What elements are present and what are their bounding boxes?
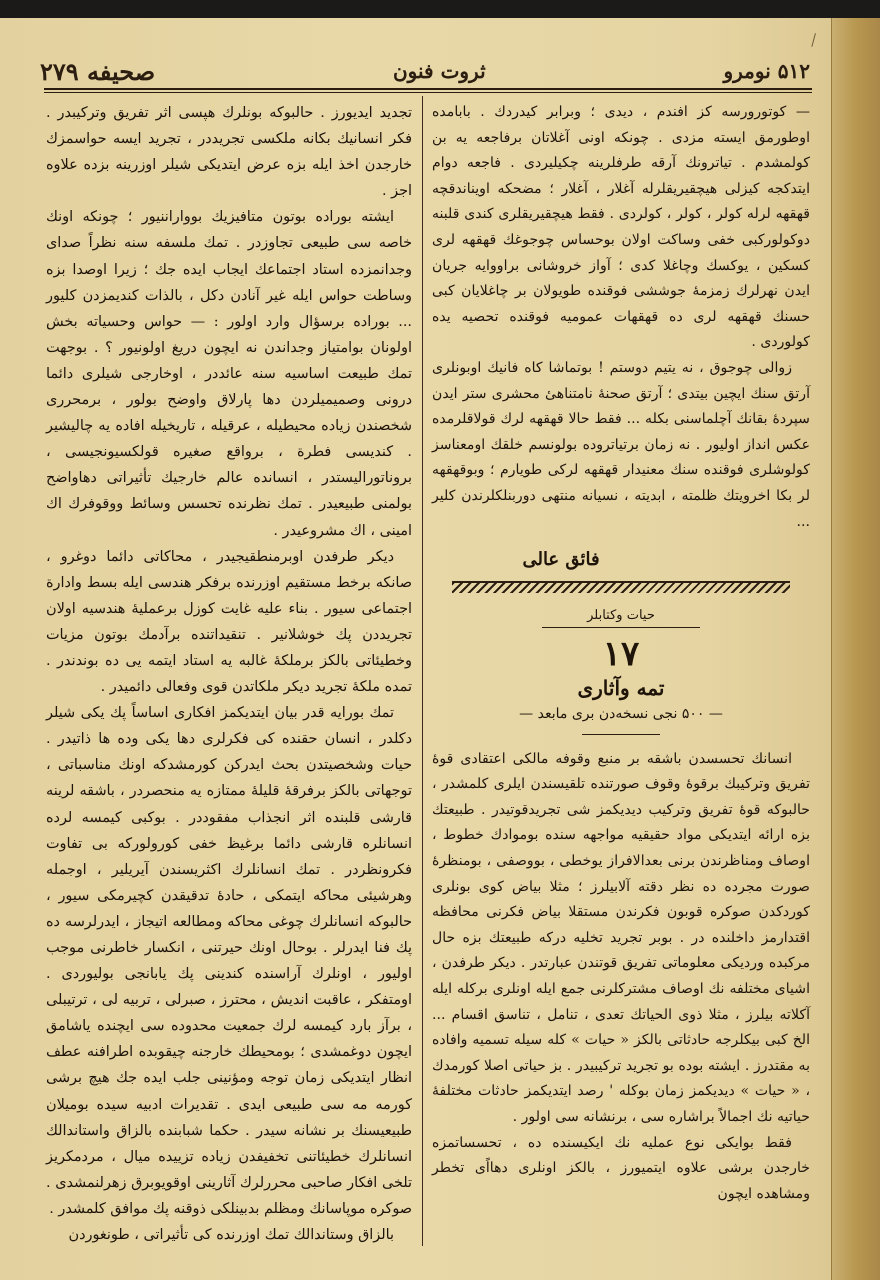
- article-paragraph: ایشته بوراده بوتون متافیزیك بوواراننیور ؛ چونکه اونك خاصه سی طبیعی تجاوزدر . تمك ملسفه سنه نظراً صدای وجدانمزده استاد اجتماعك ایجاب ایده جك ؛ زیرا اوصدا بزه وساطت حواس ایله غیر آنادن دکل ، بالذات کندیمزدن کلیور ... بوراده برسؤال وارد اولور : — حواس وحسیاته بخش اولونان بوامتیاز وجداندن نه ایچون دریغ اولونیور ؟ . بوجهت تمك طبیعت اساسیه سنه عائددر ، اوخارجی شیلری دائما درونی وصمیمیلردن دها پارلاق واوضح بولور ، برمحرری شخصندن زیاده محیطیله ، عرقیله ، تاریخیله افاده یه چالیشیر . کندیسی فطرة ، برواقع صغیره قولکسیونجیسی ، بروناتورالیستدر ، انسانده عالم خارجیك تأثیراتی دهاواضح بولمنی طبیعیدر . تمك نظرنده تحسس وسائط ووقوفرك اك امینی ، اك مشروعیدر .: [46, 209, 412, 539]
- header-rule-thin: [44, 92, 812, 93]
- article-title: تمه وآثاری: [577, 675, 665, 700]
- author-signature: فائق عالی: [522, 549, 600, 571]
- section-separator: [452, 581, 790, 593]
- column-divider: [422, 96, 423, 1246]
- story-paragraph: زوالی چوجوق ، نه یتیم دوستم ! بوتماشا کاه فانیك اوبونلری آرتق سنك ایچین بیتدی ؛ آرتق صحنۀ نامتناهیٔ محشری ستر ایدن سپردۀ بقانك آچلماسنی بکله ... فقط حالا قهقهه لرك قولاقلرمده عکس انداز اولیور . نه زمان برتیاتروده بولونسم خلقك اومعناسز کولوشلری فوقنده سنك معنیدار قهقهه لرکی طویارم ؛ وبوقهقهه لر بکا اخرویتك ظلمته ، ابدیته ، نسیانه منتهی دوربنلکلرندن کلیر ...: [432, 359, 810, 530]
- series-label: حیات وکتابلر: [587, 607, 655, 623]
- article-subtitle: — ۵۰۰ نجی نسخه‌دن بری مابعد —: [519, 705, 723, 722]
- journal-title: ثروت فنون: [392, 59, 486, 83]
- left-column: [46, 100, 412, 1248]
- page-binding: [831, 0, 880, 1280]
- page-number: صحیفه ۲۷۹: [40, 56, 156, 86]
- article-paragraph: تمك بورایه قدر بیان ایتدیکمز افکاری اساساً پك یکی شیلر دکلدر ، انسان حقنده کی فکرلری دها یکی وده ها ذاتیدر . حیات وشخصیتدن بحث ایدرکن کورمشدکه اونك مناسباتی ، توجهاتی بالکز برفرقۀ قلیلۀ ممتازه یه منحصردر ، باشقه لرینه قارشی قلبنده اثر انجذاب مفقوددر . بوکبی کیمسه لرده انسانلره قارشی دائما برغیظ خفی کورولورکه بی تفاوت فکرونظردر . تمك انسانلرك اکثریسندن آیریلیر ، اوجمله وهرشیئی محاکه ایتمکی ، حادۀ تدقیقدن کچیرمکی سیور ، حالبوکه انسانلرك چوغی محاکه ومطالعه اتیجاز ، ایدرلرسه ده پك فنا ایدرلر . بوحال اونك حیرتنی ، انکسار خاطرنی موجب اولیور ، اونلرك آراسنده کندینی پك یابانجی بولیوردی . اومتفکر ، عاقبت اندیش ، محترز ، صبرلی ، تربیه لی ، ترتیبلی ، برآز بارد کیمسه لرك جمعیت محدوده سی ایچنده یاشامق ایچون دوغمشدی ؛ بومحیطك خارجنه چیقوبده اطرافنه عطف انظار ایتدیکی زمان توجه ومؤنینی جلب ایده جك هیچ برشی کورمه مه سی طبیعی ایدی . تقدیرات ادبیه سیده بومیلان طبیعیسنك بر نشانه سیدر . حکما شبابنده بالزاق واستاندالك انسانلرك خطیئاتنی تخفیفدن زیاده تزییده میال ، مردمکریز تلخی افکار صاحبی محررلرك آثارینی اوقویوبرق زهرلنمشدی . صوکره موپاسانك ومظلم بدبینلکی ذوقنه پك موافق کلمشدر .: [46, 705, 412, 1217]
- article-paragraph: فقط بوایکی نوع عملیه نك ایکیسنده ده ، تحسساتمزه خارجدن برشی علاوه ایتمیورز ، بالکز اونلری دهااًی تخطر ومشاهده ایچون: [432, 1134, 810, 1202]
- scan-top-edge: [0, 0, 880, 18]
- header-rule: [44, 88, 812, 90]
- article-paragraph: بالزاق وستاندالك تمك اوزرنده کی تأثیراتی ، طونغوردن: [68, 1227, 394, 1244]
- story-paragraph: — کوتورورسه کز افندم ، دیدی ؛ وبرابر کیدردك . بابامده اوطورمق ایسته مزدی . چونکه اونی آغلاتان برفاجعه یه بن کولمشدم . تیاترونك آرقه طرفلرینه چکیلیردی . فاجعه دوام ایتدکجه کیزلی هیچقیریقلرله آغلار ، آغلار ؛ مضحکه اویناندقچه قهقهه لرله کولر ، کولر ، کولردی . فقط هیچقیریقلری کندی قلبنه دوکولورکبی خفی وساکت اولان بوحساس چوجوغك قهقهه لری کسکین ، یوکسك وچاغلا کدی ؛ آواز خروشانی براووایه جریان ایدن نهرلرك زمزمۀ جوششی فوقنده طویولان بر چاغلایان کبی حسنك قهقهه لری ده قهقهات عمومیه فوقنده تحصیه یده کولوردی .: [432, 104, 810, 351]
- article-paragraph: دیکر طرفدن اوبرمنطقیجیدر ، محاکاتی دائما دوغرو ، صانکه برخط مستقیم اوزرنده برفکر هندسی ایله بسط وادارة اجتماعی سیور . بناء علیه غایت کوزل برعملیۀ هندسیه اولان تجریددن پك خوشلانیر . تنقیداتنده برآدمك بوتون مزیات وخطیئاتی بالکز برملکۀ غالبه یه استاد ایتمه یی ده بوندندر . تمده ملکۀ تجرید دیکر ملکاتدن قوی وفعالی دائمیدر .: [46, 548, 412, 696]
- article-paragraph: تجدید ایدیورز . حالبوکه بونلرك هپسی اثر تفریق وترکیبدر . فکر انسانیك بكانه ملکسی تجریددر ، تجرید ایسه حواسمزك خارجدن اخذ ایله بزه عرض ایتدیکی شیلر اوزرینه بزده علاوه اجز .: [46, 105, 412, 200]
- article-paragraph: انسانك تحسسدن باشقه بر منبع وقوفه مالکی اعتقادی قوۀ تفریق وترکیبك برقوۀ وقوف صورتنده تلقیسندن ایلری کلمشدر ، حالبوکه قوۀ تفریق وترکیب دیدیکمز شی تجریدقوتیدر . طبیعتك بزه ارائه ایتدیکی مواد حقیقیه مواجهه سنده بوموادك خطوط ، اوصاف ومناظرندن برنی بعدالافراز یوخطی ، بووصفی ، بومنظرهٔ صورت مجرده ده نظر دقته آلابیلرز ؛ مثلا بیاض کوی بونلری کوردکدن صوکره قوبون فکرندن مستقلا بیاض فکرنی محافظه اقتدارمز داخلنده در . بوبر تجرید تخلیه درکه طبیعتك بزه حال مرکبده وردیکی معلوماتی تفریق قوتندن عبارتدر . دیکر طرفدن ، اشیای مختلفه نك اوصاف مشترکلرنی جمع ایله اونلری برکله ایله آکلاته بیلرز ، مثلا ذوی الحیاتك تعدی ، تنامل ، تناسق اقسام ... الخ کبی بیکلرجه حادثاتی بالکز « حیات » کله سیله تسمیه وافاده به مقتدرز . ایشته بوده بو تجرید ترکیبیدر . بز حیاتی اصلا کورمدك ، « حیات » دیدیکمز زمان بوکله ' رصد ایتدیکمز حادثات مختلفۀ حیاتیه نك اجمالاً براشاره سی ، برنشانه سی اولور .: [432, 750, 810, 1125]
- article-number: ۱۷: [602, 633, 640, 674]
- right-column: [432, 100, 810, 1207]
- series-rule: [542, 627, 700, 628]
- title-rule: [582, 734, 660, 735]
- issue-number: ۵۱۲ نومرو: [723, 59, 810, 83]
- page-header: [40, 54, 810, 88]
